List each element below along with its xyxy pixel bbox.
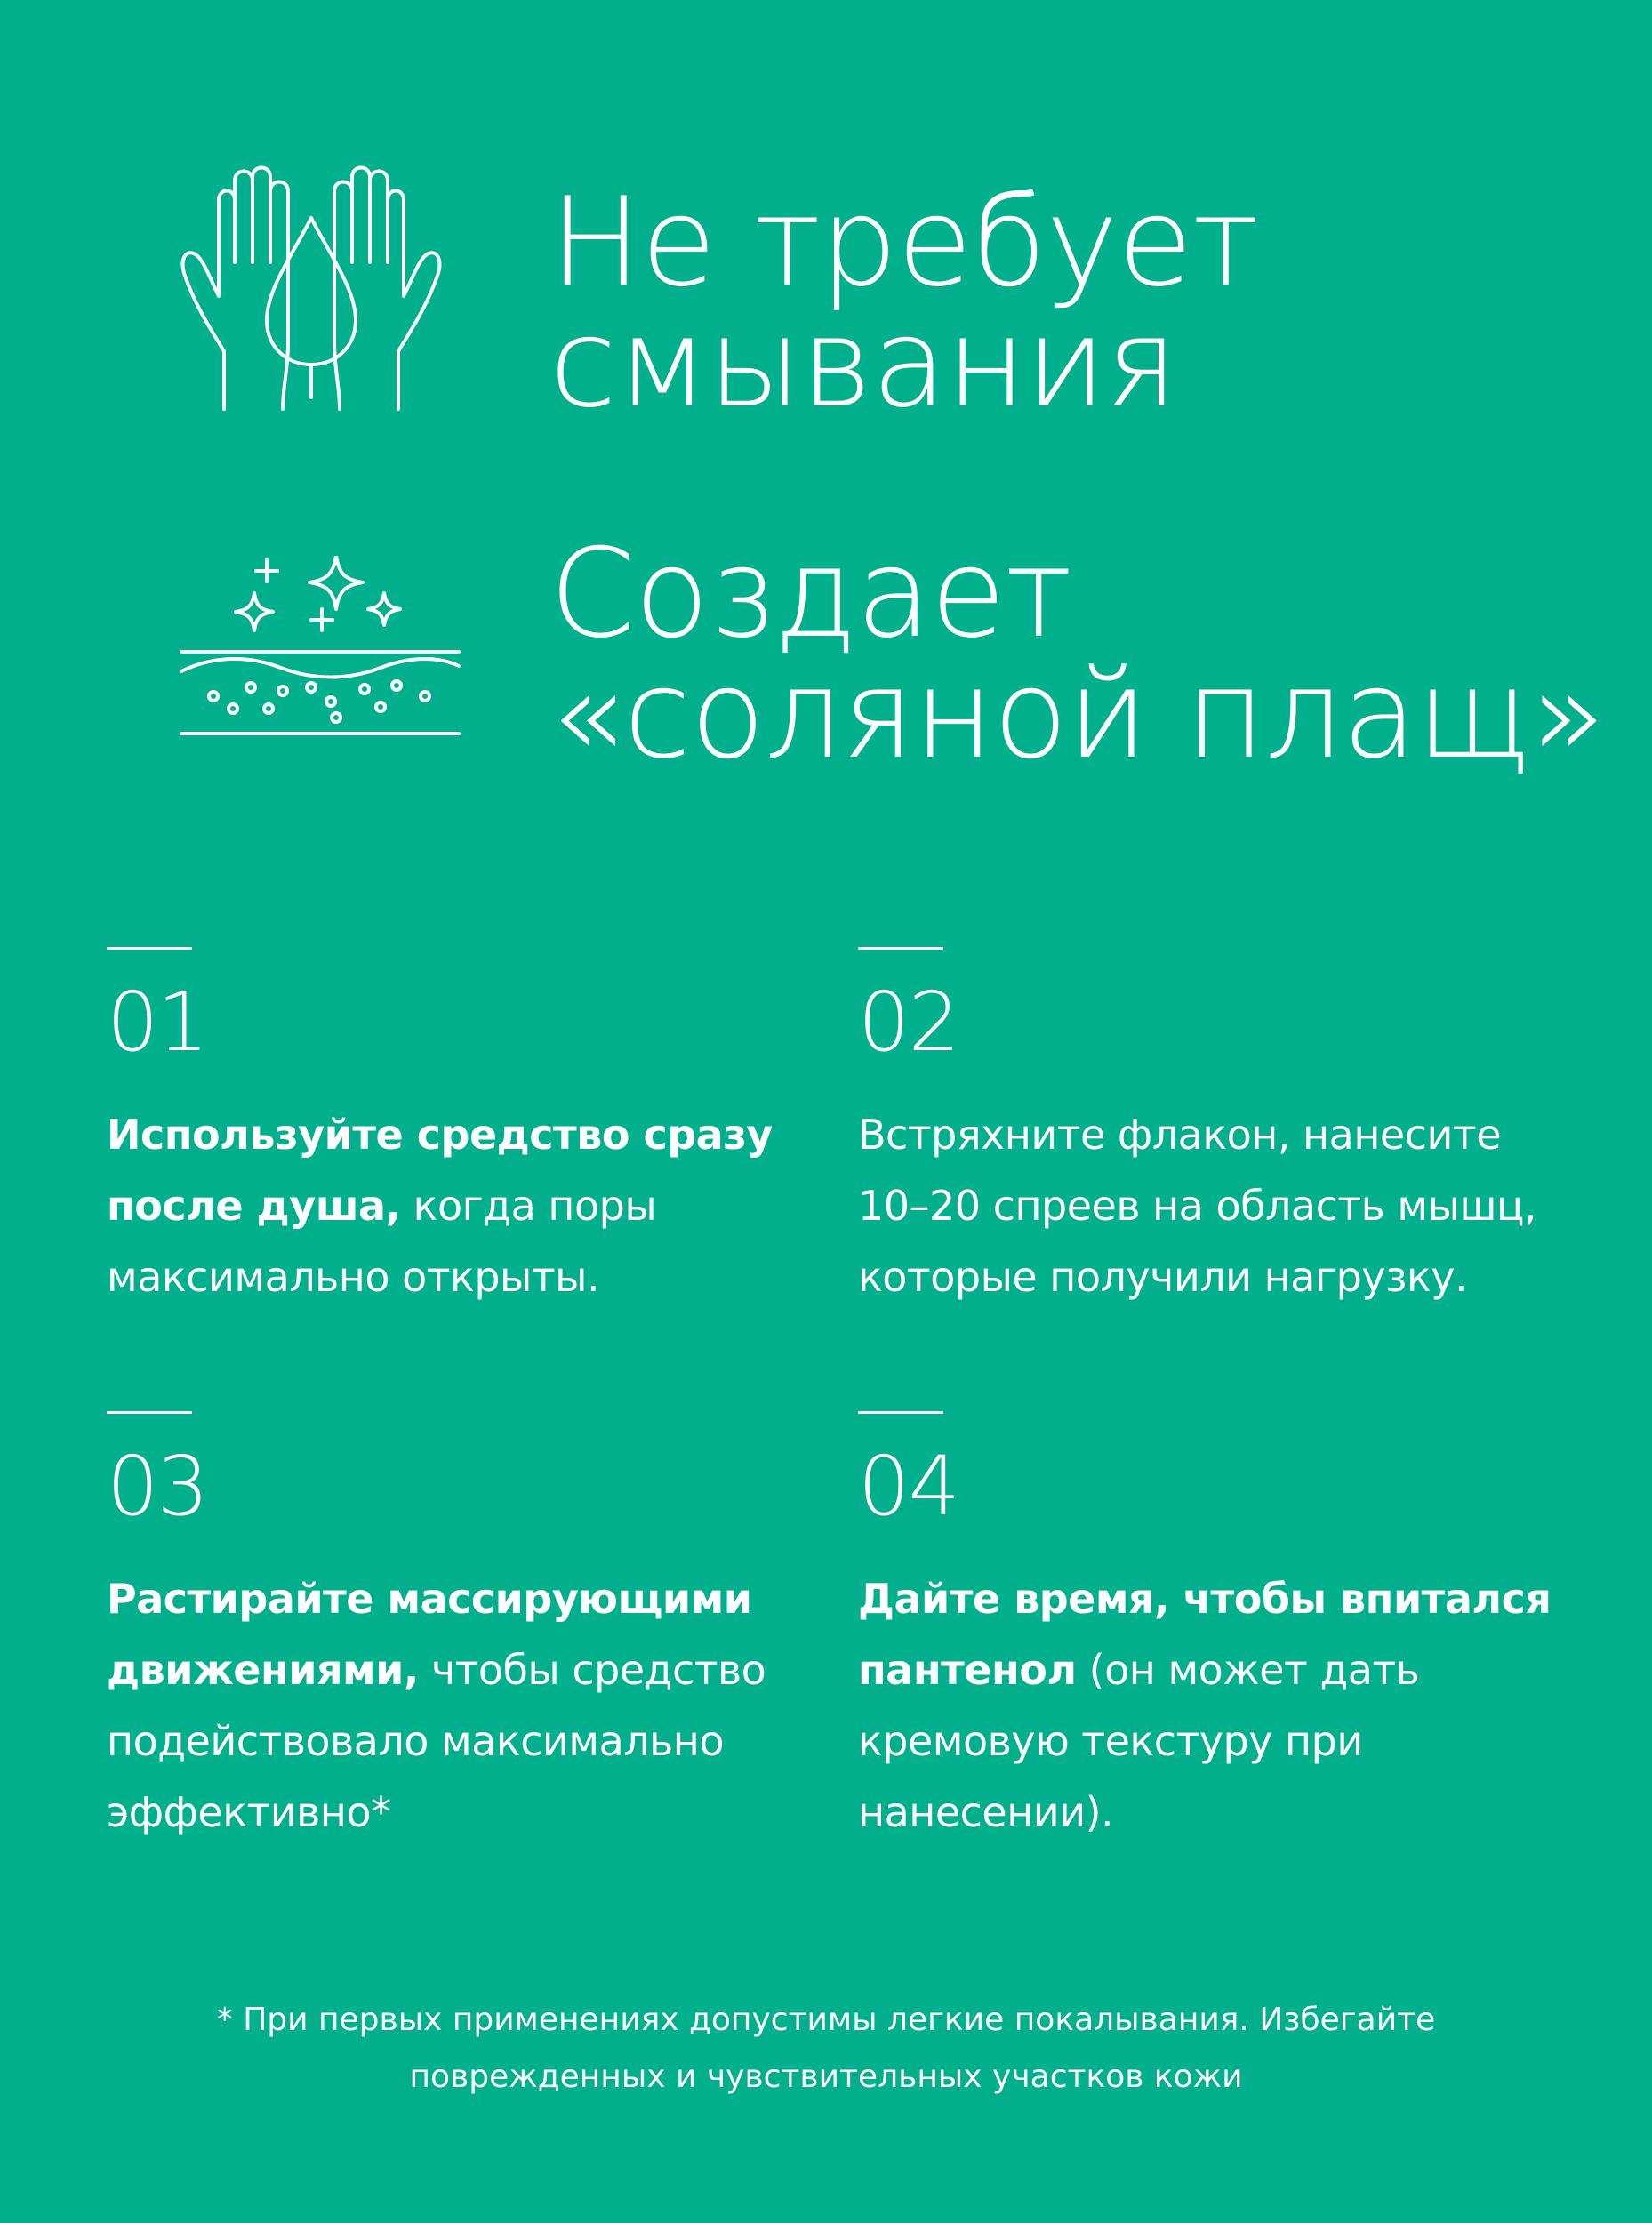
step-text bbox=[858, 1563, 1560, 1848]
skin-layer-sparkles-icon bbox=[178, 556, 462, 742]
step-text-regular: Встряхните флакон, нанесите 10–20 спреев на область мышц, которые получили нагрузку. bbox=[858, 1111, 1536, 1301]
hands-drop-icon bbox=[178, 165, 445, 413]
step-text bbox=[107, 1563, 809, 1848]
step-text bbox=[107, 1099, 809, 1312]
step-03 bbox=[107, 1411, 809, 1848]
step-divider bbox=[107, 1411, 192, 1414]
step-divider bbox=[858, 947, 943, 950]
feature-title-line: Создает bbox=[549, 522, 1072, 665]
step-04 bbox=[858, 1411, 1560, 1848]
footnote-line: * При первых применениях допустимы легкие покалывания. Избегайте bbox=[216, 2002, 1436, 2038]
feature-title-line: «соляной плащ» bbox=[549, 643, 1605, 786]
feature-title-line: Не требует bbox=[549, 171, 1259, 314]
step-number: 02 bbox=[858, 975, 959, 1070]
feature-title-salt-cloak bbox=[549, 522, 1605, 786]
step-02 bbox=[858, 947, 1560, 1312]
step-01 bbox=[107, 947, 809, 1312]
step-divider bbox=[107, 947, 192, 950]
footnote bbox=[0, 1992, 1652, 2106]
step-text-regular: чтобы средство подействовало максимально эффективно* bbox=[107, 1646, 766, 1836]
footnote-line: поврежденных и чувствительных участков кожи bbox=[409, 2058, 1243, 2095]
step-text-bold: Дайте время, чтобы впитался пантенол bbox=[858, 1575, 1552, 1694]
step-number: 03 bbox=[107, 1439, 208, 1534]
feature-title-no-rinse bbox=[549, 171, 1259, 435]
step-text-bold: Растирайте массирующими движениями, bbox=[107, 1575, 752, 1694]
step-text-regular: (он может дать кремовую текстуру при нанесении). bbox=[858, 1646, 1420, 1836]
step-text-bold: Используйте средство сразу после душа, bbox=[107, 1111, 773, 1230]
step-text-regular: когда поры максимально открыты. bbox=[107, 1182, 657, 1301]
feature-title-line: смывания bbox=[549, 292, 1177, 435]
step-text bbox=[858, 1099, 1560, 1312]
step-number: 04 bbox=[858, 1439, 959, 1534]
step-number: 01 bbox=[107, 975, 208, 1070]
step-divider bbox=[858, 1411, 943, 1414]
